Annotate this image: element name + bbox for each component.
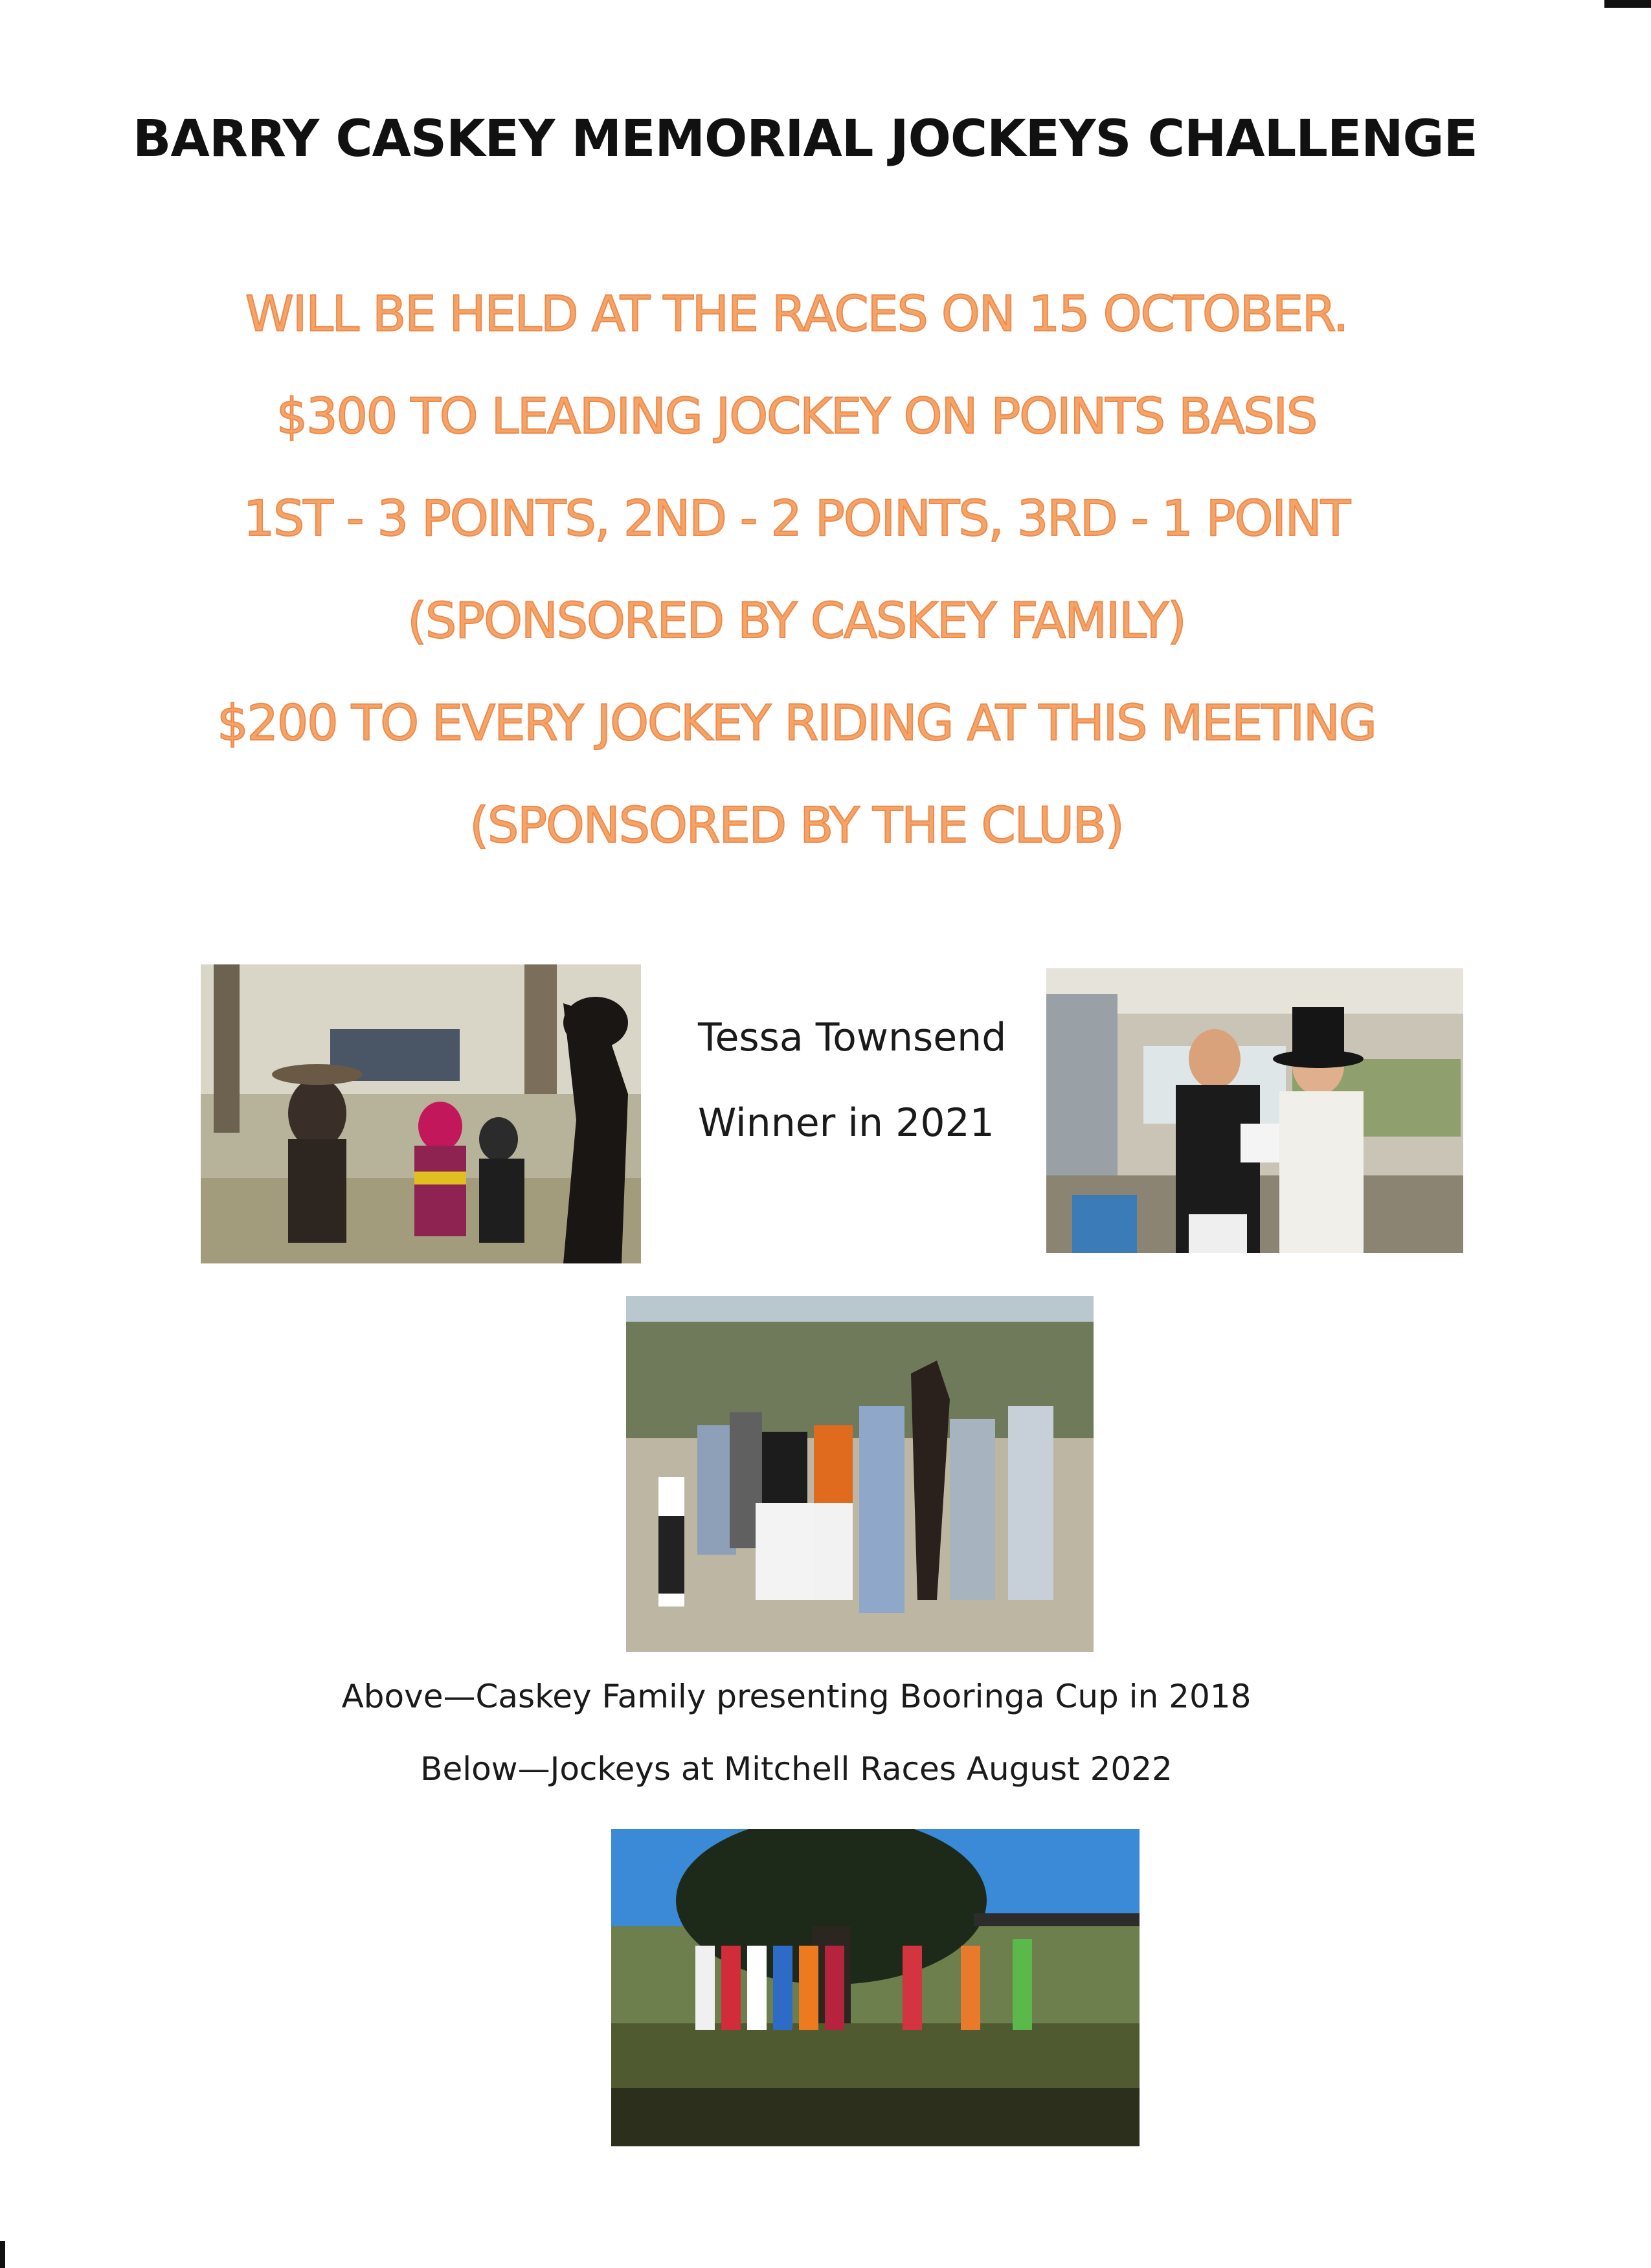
announcement-prize: $300 TO LEADING JOCKEY ON POINTS BASIS (276, 387, 1317, 445)
scan-edge-mark (1604, 0, 1651, 8)
announcement-sponsor-family: (SPONSORED BY CASKEY FAMILY) (407, 592, 1185, 649)
page-title: BARRY CASKEY MEMORIAL JOCKEYS CHALLENGE (133, 110, 1477, 168)
winner-name: Tessa Townsend (698, 1015, 1007, 1060)
announcement-riding-fee: $200 TO EVERY JOCKEY RIDING AT THIS MEETING (217, 694, 1376, 751)
photo-jockeys-horse (201, 964, 641, 1263)
scan-edge-mark (0, 2241, 5, 2268)
winner-year: Winner in 2021 (698, 1100, 994, 1146)
caption-below: Below—Jockeys at Mitchell Races August 2022 (420, 1750, 1173, 1788)
announcement-points: 1ST - 3 POINTS, 2ND - 2 POINTS, 3RD - 1 POINT (243, 489, 1350, 547)
announcement-sponsor-club: (SPONSORED BY THE CLUB) (469, 796, 1123, 854)
photo-family-cup (626, 1296, 1094, 1652)
photo-jockeys-group (611, 1829, 1140, 2146)
caption-above: Above—Caskey Family presenting Booringa Cup in 2018 (341, 1678, 1252, 1715)
announcement-date: WILL BE HELD AT THE RACES ON 15 OCTOBER. (245, 285, 1348, 342)
photo-winner-presentation (1046, 968, 1463, 1253)
